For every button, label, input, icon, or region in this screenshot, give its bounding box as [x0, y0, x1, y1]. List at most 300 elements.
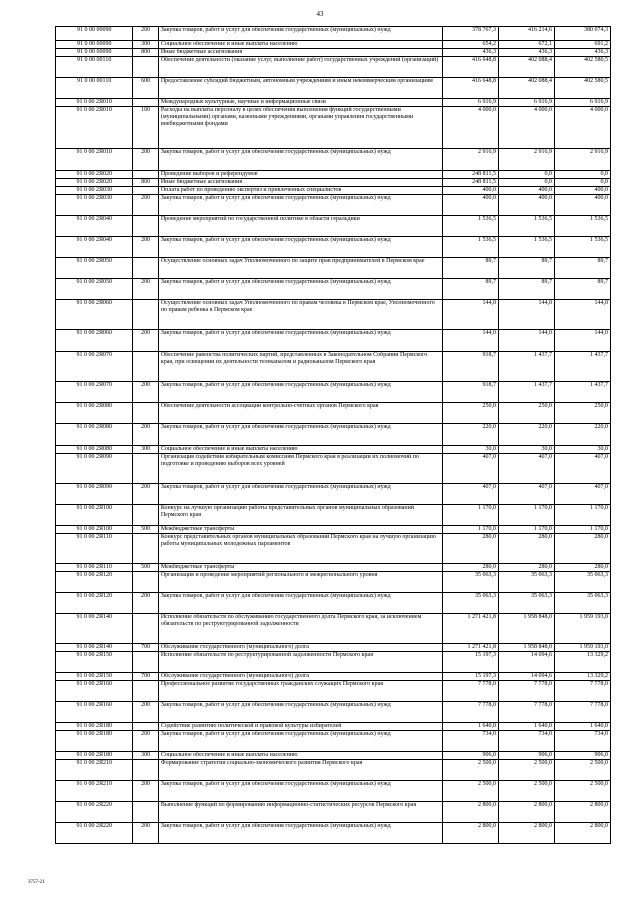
table-row: [56, 644, 611, 652]
expense-type-cell: [133, 300, 158, 330]
table-row: [56, 171, 611, 179]
amount-year3-cell: 380 074,3: [554, 27, 610, 41]
amount-year2-cell: 1 958 848,0: [498, 644, 554, 652]
target-code-cell: 91 0 00 2Я010: [56, 107, 133, 149]
amount-year2-cell: 1 640,0: [498, 723, 554, 731]
amount-year3-cell: 734,0: [554, 731, 610, 752]
table-row: [56, 57, 611, 78]
amount-year1-cell: 144,0: [442, 300, 498, 330]
expense-type-cell: [133, 171, 158, 179]
item-name-cell: Закупка товаров, работ и услуг для обеспечения государственных (муниципальных) нужд: [158, 484, 442, 505]
expense-type-cell: [133, 614, 158, 644]
item-name-cell: Иные бюджетные ассигнования: [158, 49, 442, 57]
amount-year1-cell: 248 811,5: [442, 171, 498, 179]
table-row: [56, 484, 611, 505]
item-name-cell: Профессиональное развитие государственных гражданских служащих Пермского края: [158, 681, 442, 702]
amount-year2-cell: 672,1: [498, 41, 554, 49]
amount-year1-cell: 2 800,0: [442, 802, 498, 823]
budget-table: [55, 26, 611, 844]
amount-year1-cell: 220,0: [442, 424, 498, 446]
amount-year2-cell: 89,7: [498, 258, 554, 279]
item-name-cell: Исполнение обязательств по реструктурированной задолженности Пермского края: [158, 652, 442, 673]
table-row: [56, 279, 611, 300]
table-row: [56, 781, 611, 802]
target-code-cell: 91 0 00 2Я140: [56, 644, 133, 652]
item-name-cell: Межбюджетные трансферты: [158, 564, 442, 572]
amount-year1-cell: 654,2: [442, 41, 498, 49]
target-code-cell: 91 0 00 2Я150: [56, 652, 133, 673]
amount-year2-cell: 14 094,6: [498, 673, 554, 681]
table-row: [56, 78, 611, 99]
table-row: [56, 723, 611, 731]
table-row: [56, 187, 611, 195]
item-name-cell: Обслуживание государственного (муниципального) долга: [158, 673, 442, 681]
amount-year2-cell: 280,0: [498, 534, 554, 564]
amount-year3-cell: 407,0: [554, 454, 610, 484]
expense-type-cell: 200: [133, 149, 158, 171]
item-name-cell: Проведение выборов и референдумов: [158, 171, 442, 179]
amount-year2-cell: 1 437,7: [498, 352, 554, 382]
expense-type-cell: 800: [133, 49, 158, 57]
table-row: [56, 823, 611, 844]
table-row: [56, 107, 611, 149]
item-name-cell: Обеспечение деятельности (оказание услуг, выполнение работ) государственных учреждений (организаций): [158, 57, 442, 78]
target-code-cell: 91 0 00 2Я040: [56, 216, 133, 237]
item-name-cell: Конкурс представительных органов муниципальных образований Пермского края на лучшую организацию работы муниципальных молодежных парламентов: [158, 534, 442, 564]
amount-year3-cell: 30,0: [554, 446, 610, 454]
amount-year2-cell: 7 778,0: [498, 702, 554, 723]
amount-year2-cell: 436,3: [498, 49, 554, 57]
target-code-cell: 91 0 00 2Я100: [56, 505, 133, 526]
table-row: [56, 673, 611, 681]
amount-year3-cell: 35 063,3: [554, 572, 610, 593]
item-name-cell: Исполнение обязательств по обслуживанию государственного долга Пермского края, за исключением обязательств по реструктурированной задолженности: [158, 614, 442, 644]
amount-year2-cell: 1 170,0: [498, 505, 554, 526]
amount-year2-cell: 6 916,9: [498, 99, 554, 107]
expense-type-cell: 500: [133, 564, 158, 572]
amount-year3-cell: 0,0: [554, 171, 610, 179]
target-code-cell: 91 0 00 2Я210: [56, 760, 133, 781]
table-row: [56, 403, 611, 424]
amount-year2-cell: 144,0: [498, 300, 554, 330]
item-name-cell: Оплата работ по проведению экспертиз и привлеченных специалистов: [158, 187, 442, 195]
amount-year3-cell: 280,0: [554, 564, 610, 572]
amount-year2-cell: 402 088,4: [498, 78, 554, 99]
item-name-cell: Конкурс на лучшую организацию работы представительных органов муниципальных образований Пермского края: [158, 505, 442, 526]
expense-type-cell: 700: [133, 673, 158, 681]
amount-year2-cell: 1 437,7: [498, 382, 554, 403]
expense-type-cell: 200: [133, 424, 158, 446]
amount-year2-cell: 220,0: [498, 424, 554, 446]
target-code-cell: 91 0 00 00090: [56, 49, 133, 57]
amount-year1-cell: 89,7: [442, 258, 498, 279]
amount-year1-cell: 15 197,3: [442, 673, 498, 681]
amount-year2-cell: 14 094,6: [498, 652, 554, 673]
table-row: [56, 446, 611, 454]
table-row: [56, 352, 611, 382]
table-row: [56, 216, 611, 237]
target-code-cell: 91 0 00 00090: [56, 41, 133, 49]
expense-type-cell: 800: [133, 179, 158, 187]
target-code-cell: 91 0 00 2Я010: [56, 99, 133, 107]
target-code-cell: 91 0 00 2Я120: [56, 593, 133, 614]
item-name-cell: Обслуживание государственного (муниципального) долга: [158, 644, 442, 652]
item-name-cell: Закупка товаров, работ и услуг для обеспечения государственных (муниципальных) нужд: [158, 781, 442, 802]
table-row: [56, 454, 611, 484]
amount-year1-cell: 407,0: [442, 484, 498, 505]
amount-year2-cell: 1 958 848,0: [498, 614, 554, 644]
table-row: [56, 179, 611, 187]
amount-year2-cell: 416 214,6: [498, 27, 554, 41]
amount-year1-cell: 378 767,3: [442, 27, 498, 41]
amount-year2-cell: 2 916,9: [498, 149, 554, 171]
amount-year1-cell: 918,7: [442, 352, 498, 382]
expense-type-cell: 200: [133, 279, 158, 300]
expense-type-cell: [133, 99, 158, 107]
amount-year3-cell: 400,0: [554, 187, 610, 195]
target-code-cell: 91 0 00 2Я070: [56, 382, 133, 403]
expense-type-cell: [133, 572, 158, 593]
table-row: [56, 572, 611, 593]
amount-year2-cell: 144,0: [498, 330, 554, 352]
amount-year3-cell: 7 778,0: [554, 702, 610, 723]
amount-year3-cell: 1 437,7: [554, 352, 610, 382]
amount-year2-cell: 407,0: [498, 484, 554, 505]
budget-table-body: [56, 27, 611, 844]
amount-year3-cell: 1 170,0: [554, 505, 610, 526]
amount-year3-cell: 144,0: [554, 300, 610, 330]
item-name-cell: Закупка товаров, работ и услуг для обеспечения государственных (муниципальных) нужд: [158, 27, 442, 41]
target-code-cell: 91 0 00 2Я150: [56, 673, 133, 681]
item-name-cell: Предоставление субсидий бюджетным, автономным учреждениям и иным некоммерческим организациям: [158, 78, 442, 99]
footer-code: 3757-21: [28, 880, 45, 885]
amount-year1-cell: 2 500,0: [442, 781, 498, 802]
target-code-cell: 91 0 00 2Я050: [56, 258, 133, 279]
amount-year1-cell: 2 800,0: [442, 823, 498, 844]
target-code-cell: 91 0 00 2Я010: [56, 149, 133, 171]
amount-year2-cell: 734,0: [498, 731, 554, 752]
amount-year3-cell: 691,2: [554, 41, 610, 49]
amount-year2-cell: 0,0: [498, 171, 554, 179]
table-row: [56, 382, 611, 403]
target-code-cell: 91 0 00 2Я080: [56, 446, 133, 454]
table-row: [56, 731, 611, 752]
amount-year2-cell: 30,0: [498, 446, 554, 454]
amount-year2-cell: 2 800,0: [498, 823, 554, 844]
item-name-cell: Закупка товаров, работ и услуг для обеспечения государственных (муниципальных) нужд: [158, 593, 442, 614]
amount-year1-cell: 280,0: [442, 564, 498, 572]
amount-year1-cell: 918,7: [442, 382, 498, 403]
amount-year3-cell: 402 580,5: [554, 78, 610, 99]
table-row: [56, 99, 611, 107]
amount-year3-cell: 1 640,0: [554, 723, 610, 731]
amount-year3-cell: 1 959 193,0: [554, 644, 610, 652]
amount-year3-cell: 1 536,5: [554, 237, 610, 258]
expense-type-cell: 200: [133, 593, 158, 614]
amount-year2-cell: 1 536,5: [498, 216, 554, 237]
expense-type-cell: [133, 505, 158, 526]
table-row: [56, 330, 611, 352]
amount-year1-cell: 416 648,8: [442, 57, 498, 78]
target-code-cell: 91 0 00 2Я160: [56, 681, 133, 702]
amount-year1-cell: 734,0: [442, 731, 498, 752]
table-row: [56, 652, 611, 673]
expense-type-cell: 300: [133, 41, 158, 49]
table-row: [56, 424, 611, 446]
amount-year1-cell: 248 811,5: [442, 179, 498, 187]
amount-year3-cell: 6 916,9: [554, 99, 610, 107]
amount-year1-cell: 400,0: [442, 195, 498, 216]
item-name-cell: Иные бюджетные ассигнования: [158, 179, 442, 187]
amount-year1-cell: 906,0: [442, 752, 498, 760]
amount-year2-cell: 2 500,0: [498, 781, 554, 802]
amount-year3-cell: 1 959 193,0: [554, 614, 610, 644]
target-code-cell: 91 0 00 2Я070: [56, 352, 133, 382]
target-code-cell: 91 0 00 2Я080: [56, 403, 133, 424]
expense-type-cell: [133, 57, 158, 78]
amount-year3-cell: 2 800,0: [554, 823, 610, 844]
table-row: [56, 526, 611, 534]
expense-type-cell: 200: [133, 382, 158, 403]
amount-year2-cell: 35 063,3: [498, 572, 554, 593]
amount-year1-cell: 7 778,0: [442, 702, 498, 723]
expense-type-cell: [133, 681, 158, 702]
expense-type-cell: 200: [133, 27, 158, 41]
expense-type-cell: [133, 534, 158, 564]
item-name-cell: Организация содействия избирательным комиссиям Пермского края в реализации их полномочий по подготовке и проведению выборов всех уровней: [158, 454, 442, 484]
amount-year1-cell: 1 170,0: [442, 526, 498, 534]
table-row: [56, 760, 611, 781]
table-row: [56, 702, 611, 723]
expense-type-cell: [133, 216, 158, 237]
target-code-cell: 91 0 00 2Я180: [56, 731, 133, 752]
item-name-cell: Международные культурные, научные и информационные связи: [158, 99, 442, 107]
table-row: [56, 149, 611, 171]
target-code-cell: 91 0 00 2Я120: [56, 572, 133, 593]
expense-type-cell: 500: [133, 526, 158, 534]
amount-year3-cell: 2 500,0: [554, 781, 610, 802]
table-row: [56, 593, 611, 614]
expense-type-cell: [133, 258, 158, 279]
amount-year3-cell: 250,0: [554, 403, 610, 424]
amount-year3-cell: 280,0: [554, 534, 610, 564]
amount-year3-cell: 0,0: [554, 179, 610, 187]
target-code-cell: 91 0 00 2Я020: [56, 171, 133, 179]
amount-year3-cell: 400,0: [554, 195, 610, 216]
target-code-cell: 91 0 00 00110: [56, 57, 133, 78]
amount-year2-cell: 250,0: [498, 403, 554, 424]
target-code-cell: 91 0 00 2Я080: [56, 424, 133, 446]
amount-year1-cell: 416 648,8: [442, 78, 498, 99]
table-row: [56, 802, 611, 823]
item-name-cell: Осуществление основных задач Уполномоченного по защите прав предпринимателей в Пермском крае: [158, 258, 442, 279]
amount-year2-cell: 1 170,0: [498, 526, 554, 534]
item-name-cell: Закупка товаров, работ и услуг для обеспечения государственных (муниципальных) нужд: [158, 702, 442, 723]
item-name-cell: Закупка товаров, работ и услуг для обеспечения государственных (муниципальных) нужд: [158, 731, 442, 752]
item-name-cell: Формирование стратегии социально-экономического развития Пермского края: [158, 760, 442, 781]
target-code-cell: 91 0 00 2Я110: [56, 534, 133, 564]
expense-type-cell: [133, 352, 158, 382]
target-code-cell: 91 0 00 2Я040: [56, 237, 133, 258]
amount-year2-cell: 402 088,4: [498, 57, 554, 78]
amount-year1-cell: 7 778,0: [442, 681, 498, 702]
amount-year3-cell: 144,0: [554, 330, 610, 352]
target-code-cell: 91 0 00 2Я110: [56, 564, 133, 572]
amount-year3-cell: 89,7: [554, 279, 610, 300]
target-code-cell: 91 0 00 2Я030: [56, 195, 133, 216]
amount-year1-cell: 1 536,5: [442, 237, 498, 258]
target-code-cell: 91 0 00 2Я220: [56, 823, 133, 844]
amount-year1-cell: 35 063,3: [442, 593, 498, 614]
target-code-cell: 91 0 00 2Я090: [56, 454, 133, 484]
amount-year1-cell: 407,0: [442, 454, 498, 484]
amount-year3-cell: 13 329,2: [554, 673, 610, 681]
item-name-cell: Выполнение функций по формированию информационно-статистических ресурсов Пермского края: [158, 802, 442, 823]
expense-type-cell: [133, 187, 158, 195]
target-code-cell: 91 0 00 2Я160: [56, 702, 133, 723]
amount-year3-cell: 7 778,0: [554, 681, 610, 702]
table-row: [56, 614, 611, 644]
item-name-cell: Закупка товаров, работ и услуг для обеспечения государственных (муниципальных) нужд: [158, 330, 442, 352]
item-name-cell: Организация и проведение мероприятий регионального и межрегионального уровня: [158, 572, 442, 593]
amount-year1-cell: 280,0: [442, 534, 498, 564]
amount-year1-cell: 89,7: [442, 279, 498, 300]
expense-type-cell: 200: [133, 330, 158, 352]
amount-year2-cell: 1 536,5: [498, 237, 554, 258]
expense-type-cell: 200: [133, 731, 158, 752]
item-name-cell: Закупка товаров, работ и услуг для обеспечения государственных (муниципальных) нужд: [158, 237, 442, 258]
item-name-cell: Обеспечение деятельности ассоциации контрольно-счетных органов Пермского края: [158, 403, 442, 424]
amount-year2-cell: 400,0: [498, 195, 554, 216]
amount-year3-cell: 13 329,2: [554, 652, 610, 673]
amount-year1-cell: 1 536,5: [442, 216, 498, 237]
amount-year1-cell: 144,0: [442, 330, 498, 352]
amount-year3-cell: 2 916,9: [554, 149, 610, 171]
amount-year1-cell: 30,0: [442, 446, 498, 454]
expense-type-cell: 300: [133, 752, 158, 760]
target-code-cell: 91 0 00 2Я220: [56, 802, 133, 823]
expense-type-cell: [133, 723, 158, 731]
table-row: [56, 534, 611, 564]
amount-year3-cell: 1 437,7: [554, 382, 610, 403]
item-name-cell: Межбюджетные трансферты: [158, 526, 442, 534]
amount-year1-cell: 2 916,9: [442, 149, 498, 171]
amount-year3-cell: 35 063,3: [554, 593, 610, 614]
table-row: [56, 300, 611, 330]
target-code-cell: 91 0 00 2Я050: [56, 279, 133, 300]
target-code-cell: 91 0 00 00090: [56, 27, 133, 41]
expense-type-cell: 200: [133, 781, 158, 802]
amount-year1-cell: 4 000,0: [442, 107, 498, 149]
target-code-cell: 91 0 00 2Я100: [56, 526, 133, 534]
amount-year1-cell: 2 500,0: [442, 760, 498, 781]
amount-year1-cell: 15 197,3: [442, 652, 498, 673]
target-code-cell: 91 0 00 2Я140: [56, 614, 133, 644]
item-name-cell: Социальное обеспечение и иные выплаты населению: [158, 446, 442, 454]
amount-year1-cell: 6 916,9: [442, 99, 498, 107]
amount-year3-cell: 407,0: [554, 484, 610, 505]
amount-year1-cell: 1 271 421,8: [442, 644, 498, 652]
amount-year1-cell: 1 640,0: [442, 723, 498, 731]
item-name-cell: Закупка товаров, работ и услуг для обеспечения государственных (муниципальных) нужд: [158, 279, 442, 300]
expense-type-cell: 200: [133, 823, 158, 844]
target-code-cell: 91 0 00 2Я060: [56, 330, 133, 352]
expense-type-cell: [133, 652, 158, 673]
table-row: [56, 752, 611, 760]
table-row: [56, 564, 611, 572]
item-name-cell: Расходы на выплаты персоналу в целях обеспечения выполнения функций государственными (муниципальными) органами, казенными учреждениями, органами управления государственными внебюджетными фондами: [158, 107, 442, 149]
expense-type-cell: 300: [133, 446, 158, 454]
expense-type-cell: 600: [133, 78, 158, 99]
amount-year2-cell: 35 063,3: [498, 593, 554, 614]
item-name-cell: Закупка товаров, работ и услуг для обеспечения государственных (муниципальных) нужд: [158, 149, 442, 171]
expense-type-cell: 200: [133, 195, 158, 216]
amount-year1-cell: 436,3: [442, 49, 498, 57]
item-name-cell: Проведение мероприятий по государственной политике в области геральдики: [158, 216, 442, 237]
amount-year2-cell: 2 500,0: [498, 760, 554, 781]
amount-year2-cell: 407,0: [498, 454, 554, 484]
target-code-cell: 91 0 00 00110: [56, 78, 133, 99]
table-row: [56, 27, 611, 41]
item-name-cell: Закупка товаров, работ и услуг для обеспечения государственных (муниципальных) нужд: [158, 382, 442, 403]
amount-year2-cell: 7 778,0: [498, 681, 554, 702]
table-row: [56, 237, 611, 258]
amount-year2-cell: 280,0: [498, 564, 554, 572]
target-code-cell: 91 0 00 2Я180: [56, 723, 133, 731]
amount-year3-cell: 906,0: [554, 752, 610, 760]
amount-year2-cell: 0,0: [498, 179, 554, 187]
amount-year1-cell: 35 063,3: [442, 572, 498, 593]
amount-year2-cell: 2 800,0: [498, 802, 554, 823]
expense-type-cell: [133, 454, 158, 484]
amount-year1-cell: 1 271 421,8: [442, 614, 498, 644]
expense-type-cell: 200: [133, 237, 158, 258]
expense-type-cell: 200: [133, 702, 158, 723]
expense-type-cell: 200: [133, 484, 158, 505]
table-row: [56, 505, 611, 526]
item-name-cell: Закупка товаров, работ и услуг для обеспечения государственных (муниципальных) нужд: [158, 823, 442, 844]
item-name-cell: Социальное обеспечение и иные выплаты населению: [158, 752, 442, 760]
item-name-cell: Обеспечение равенства политических партий, представленных в Законодательном Собрании Пермского края, при освещении их деятельности телеканалом и радиоканалом Пермского края: [158, 352, 442, 382]
table-row: [56, 49, 611, 57]
amount-year3-cell: 402 580,5: [554, 57, 610, 78]
expense-type-cell: [133, 403, 158, 424]
amount-year1-cell: 250,0: [442, 403, 498, 424]
table-row: [56, 258, 611, 279]
expense-type-cell: 100: [133, 107, 158, 149]
amount-year2-cell: 4 000,0: [498, 107, 554, 149]
target-code-cell: 91 0 00 2Я020: [56, 179, 133, 187]
amount-year3-cell: 220,0: [554, 424, 610, 446]
target-code-cell: 91 0 00 2Я060: [56, 300, 133, 330]
target-code-cell: 91 0 00 2Я180: [56, 752, 133, 760]
item-name-cell: Содействие развитию политической и правовой культуры избирателей: [158, 723, 442, 731]
amount-year2-cell: 906,0: [498, 752, 554, 760]
amount-year3-cell: 1 536,5: [554, 216, 610, 237]
amount-year3-cell: 4 000,0: [554, 107, 610, 149]
expense-type-cell: [133, 802, 158, 823]
table-row: [56, 41, 611, 49]
table-row: [56, 681, 611, 702]
expense-type-cell: [133, 760, 158, 781]
page-number: 43: [316, 10, 324, 18]
item-name-cell: Закупка товаров, работ и услуг для обеспечения государственных (муниципальных) нужд: [158, 195, 442, 216]
amount-year3-cell: 436,3: [554, 49, 610, 57]
item-name-cell: Осуществление основных задач Уполномоченного по правам человека в Пермском крае, Уполномоченного по правам ребенка в Пермском крае: [158, 300, 442, 330]
target-code-cell: 91 0 00 2Я090: [56, 484, 133, 505]
amount-year1-cell: 1 170,0: [442, 505, 498, 526]
amount-year3-cell: 2 500,0: [554, 760, 610, 781]
